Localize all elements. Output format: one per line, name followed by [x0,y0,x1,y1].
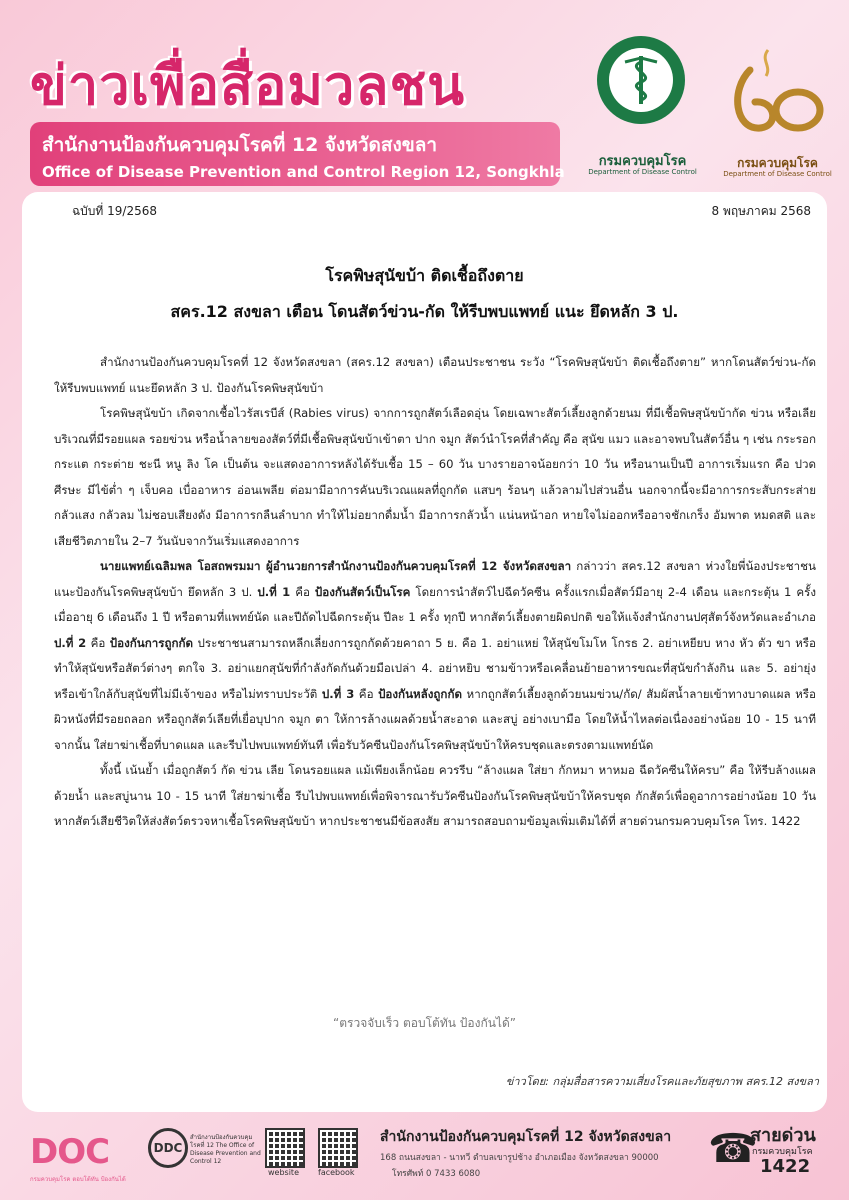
anniversary-60-logo [720,40,830,150]
hotline-number: 1422 [760,1156,811,1177]
anniversary-logo-label: กรมควบคุมโรค [737,156,818,170]
phone-icon: ☎ [708,1126,758,1172]
rule-2-is: คือ [86,635,110,650]
facebook-qr-label: facebook [318,1168,355,1177]
paragraph-intro: สำนักงานป้องกันควบคุมโรคที่ 12 จังหวัดสงขลา (สคร.12 สงขลา) เตือนประชาชน ระวัง “โรคพิษสุนัขบ้า ติดเชื้อถึงตาย” หากโดนสัตว์ข่วน-กัด ให้รีบพบแพทย์ แนะยึดหลัก 3 ป. ป้องกันโรคพิษสุนัขบ้า [54,355,816,395]
header-title: ข่าวเพื่อสื่อมวลชน [30,54,466,117]
slogan: “ตรวจจับเร็ว ตอบโต้ทัน ป้องกันได้” [333,1016,516,1030]
doc-logo: DOC [30,1132,110,1172]
quote-part-d: หากถูกสัตว์เลี้ยงลูกด้วยนมข่วน/กัด/ สัมผัสน้ำลายเข้าทางบาดแผล หรือผิวหนังที่มีรอยถลอก หรือถูกสัตว์เลียที่เยื่อบุปาก จมูก ตา ให้การล้างแผลด้วยน้ำสะอาด และสบู่ อย่างเบามือ โดยให้น้ำไหลต่อเนื่องอย่างน้อย 10 - 15 นาที จากนั้น ใส่ยาฆ่าเชื้อที่บาดแผล และรีบไปพบแพทย์ทันที เพื่อรับวัคซีนป้องกันโรคพิษสุนัขบ้าให้ครบชุดและตรงตามแพทย์นัด [54,686,816,752]
ddc-logo-subtitle: สำนักงานป้องกันควบคุมโรคที่ 12 The Office of Disease Prevention and Control 12 [190,1134,261,1165]
news-credit: ข่าวโดย: กลุ่มสื่อสารความเสี่ยงโรคและภัยสุขภาพ สคร.12 สงขลา [505,1075,819,1088]
quote-part-b: โดยการนำสัตว์ไปฉีดวัคซีน ครั้งแรกเมื่อสัตว์มีอายุ 2-4 เดือน และกระตุ้น 1 ครั้ง เมื่ออายุ 6 เดือนถึง 1 ปี หรือตามที่แพทย์นัด และปีถัดไปฉีดกระตุ้น ปีละ 1 ครั้ง ทุกปี หากสัตว์เลี้ยงตายผิดปกติ ขอให้แจ้งสำนักงานปศุสัตว์จังหวัดและอำเภอ [54,584,816,624]
moph-logo-label: กรมควบคุมโรค [598,154,687,169]
rule-1-label: ป.ที่ 1 [257,584,291,599]
headline-main: โรคพิษสุนัขบ้า ติดเชื้อถึงตาย [325,266,524,285]
website-qr-label: website [268,1168,299,1177]
director-name: นายแพทย์เฉลิมพล โอสถพรมมา ผู้อำนวยการสำนักงานป้องกันควบคุมโรคที่ 12 จังหวัดสงขลา [100,559,572,573]
moph-seal-logo [595,28,687,148]
footer [0,1112,849,1200]
quote-part-a: กล่าวว่า สคร.12 สงขลา ห่วงใยพี่น้องประชาชน แนะป้องกันโรคพิษสุนัขบ้า ยึดหลัก 3 ป. [54,559,816,599]
website-qr-code[interactable] [265,1128,305,1168]
moph-logo-sublabel: Department of Disease Control [588,168,697,176]
quote-part-c: ประชาชนสามารถหลีกเลี่ยงการถูกกัดด้วยคาถา 5 ย. คือ 1. อย่าแหย่ ให้สุนัขโมโห โกรธ 2. อย่าเหยียบ หาง หัว ตัว ขา หรือ ทำให้สุนัขหรือสัตว์ต่างๆ ตกใจ 3. อย่าแยกสุนัขที่กำลังกัดกันด้วยมือเปล่า 4. อย่าหยิบ ชามข้าวหรือเคลื่อนย้ายอาหารขณะที่สุนัขกำลังกิน และ 5. อย่ายุ่ง หรือเข้าใกล้กับสุนัขที่ไม่มีเจ้าของ หรือไม่ทราบประวัติ [54,635,816,701]
footer-address: 168 ถนนสงขลา - นาทวี ตำบลเขารูปช้าง อำเภอเมือง จังหวัดสงขลา 90000 [380,1153,659,1163]
headline-sub: สคร.12 สงขลา เตือน โดนสัตว์ข่วน-กัด ให้รีบพบแพทย์ แนะ ยึดหลัก 3 ป. [170,302,679,321]
office-banner [30,122,565,186]
rule-3-label: ป.ที่ 3 [321,686,355,701]
office-name-th: สำนักงานป้องกันควบคุมโรคที่ 12 จังหวัดสงขลา [42,134,438,156]
issue-date: 8 พฤษภาคม 2568 [711,204,811,218]
hotline-title: สายด่วน [750,1125,816,1146]
ddc-logo: DDC [148,1128,188,1168]
footer-org-name: สำนักงานป้องกันควบคุมโรคที่ 12 จังหวัดสงขลา [380,1129,672,1145]
rule-2-label: ป.ที่ 2 [54,635,87,650]
article-body [54,350,816,835]
paragraph-disease-info: โรคพิษสุนัขบ้า เกิดจากเชื้อไวรัสเรบีส์ (Rabies virus) จากการถูกสัตว์เลือดอุ่น โดยเฉพาะสัตว์เลี้ยงลูกด้วยนม ที่มีเชื้อพิษสุนัขบ้ากัด ข่วน หรือเลียบริเวณที่มีรอยแผล รอยข่วน หรือน้ำลายของสัตว์ที่มีเชื้อพิษสุนัขบ้าเข้าตา ปาก จมูก สัตว์นำโรคที่สำคัญ คือ สุนัข แมว และอาจพบในสัตว์อื่น ๆ เช่น กระรอก กระแต กระต่าย ชะนี หนู ลิง โค เป็นต้น จะแสดงอาการหลังได้รับเชื้อ 15 – 60 วัน บางรายอาจน้อยกว่า 10 วัน หรือนานเป็นปี อาการเริ่มแรก คือ ปวดศีรษะ มีไข้ต่ำ ๆ เจ็บคอ เบื่ออาหาร อ่อนเพลีย ต่อมามีอาการคันบริเวณแผลที่ถูกกัด แสบๆ ร้อนๆ แล้วลามไปส่วนอื่น นอกจากนี้จะมีอาการกระสับกระส่าย กลัวแสง กลัวลม ไม่ชอบเสียงดัง มีอาการกลืนลำบาก ทำให้ไม่อยากดื่มน้ำ มีอาการกลัวน้ำ แน่นหน้าอก หายใจไม่ออกหรืออาจชักเกร็ง อัมพาต หมดสติ และเสียชีวิตภายใน 2–7 วันนับจากวันเริ่มแสดงอาการ [54,406,816,548]
rule-1-is: คือ [290,584,315,599]
paragraph-summary: ทั้งนี้ เน้นย้ำ เมื่อถูกสัตว์ กัด ข่วน เลีย โดนรอยแผล แม้เพียงเล็กน้อย ควรรีบ “ล้างแผล ใส่ยา กักหมา หาหมอ ฉีดวัคซีนให้ครบ” คือ ให้รีบล้างแผลด้วยน้ำ และสบู่นาน 10 - 15 นาที ใส่ยาฆ่าเชื้อ รีบไปพบแพทย์เพื่อพิจารณารับวัคซีนป้องกันโรคพิษสุนัขบ้าให้ครบชุด กักสัตว์เพื่อดูอาการอย่างน้อย 10 วัน หากสัตว์เสียชีวิตให้ส่งสัตว์ตรวจหาเชื้อโรคพิษสุนัขบ้า หากประชาชนมีข้อสงสัย สามารถสอบถามข้อมูลเพิ่มเติมได้ที่ สายด่วนกรมควบคุมโรค โทร. 1422 [54,763,816,828]
office-name-en: Office of Disease Prevention and Control Region 12, Songkhla [42,163,565,181]
rule-2-name: ป้องกันการถูกกัด [109,635,194,650]
doc-logo-subtitle: กรมควบคุมโรค ตอบโต้ทัน ป้องกันได้ [30,1176,126,1183]
paragraph-director-quote [54,554,816,758]
footer-telephone: โทรศัพท์ 0 7433 6080 [392,1169,481,1179]
rule-1-name: ป้องกันสัตว์เป็นโรค [314,584,411,599]
hotline-subtitle: กรมควบคุมโรค [752,1147,813,1157]
issue-number: ฉบับที่ 19/2568 [72,204,157,218]
rule-3-is: คือ [354,686,379,701]
anniversary-logo-sublabel: Department of Disease Control [723,170,832,178]
news-paper [22,192,827,1112]
facebook-qr-code[interactable] [318,1128,358,1168]
rule-3-name: ป้องกันหลังถูกกัด [378,686,463,701]
hotline-badge[interactable] [708,1120,828,1182]
